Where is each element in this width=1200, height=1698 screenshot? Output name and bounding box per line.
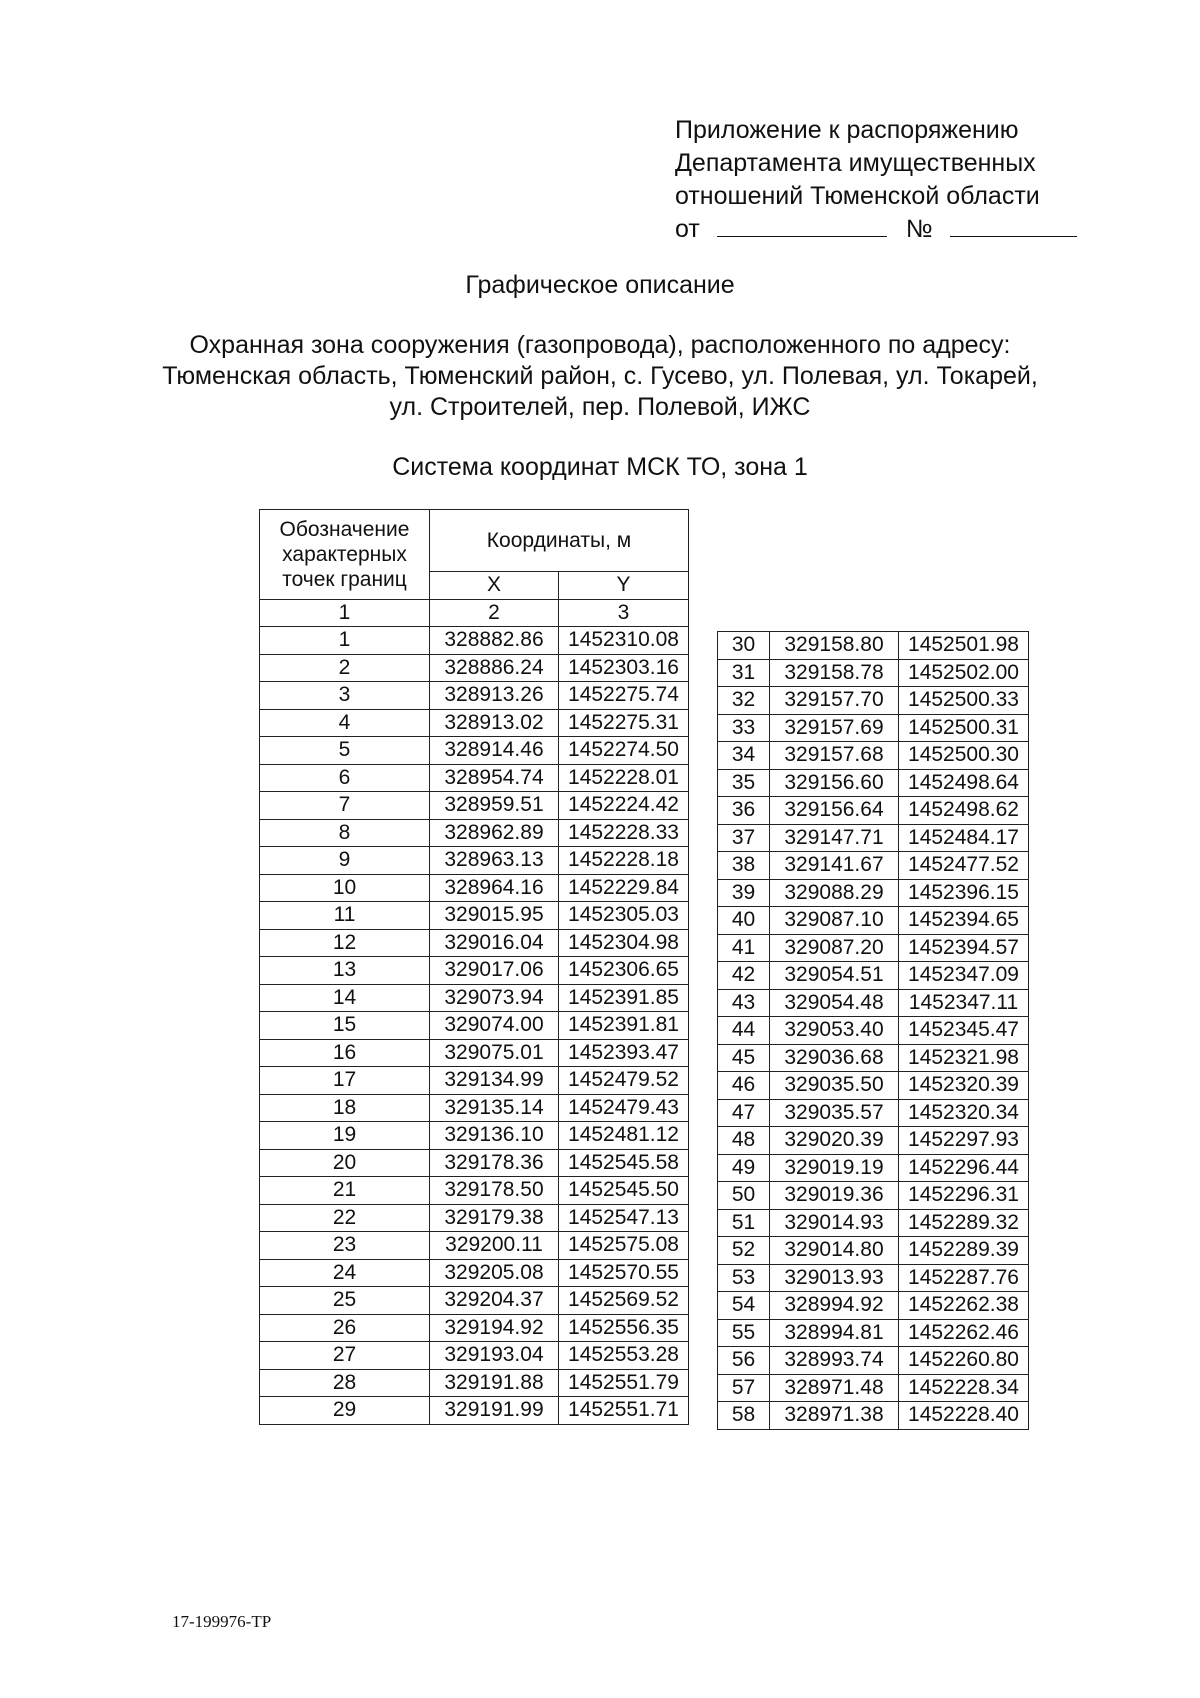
y-coordinate-cell: 1452228.33 — [559, 819, 689, 847]
y-coordinate-cell: 1452260.80 — [899, 1347, 1029, 1375]
point-number-cell: 26 — [260, 1314, 430, 1342]
y-coordinate-cell: 1452320.34 — [899, 1099, 1029, 1127]
point-number-cell: 4 — [260, 709, 430, 737]
point-number-cell: 38 — [718, 852, 770, 880]
x-coordinate-cell: 328914.46 — [430, 737, 559, 765]
x-coordinate-cell: 329019.36 — [770, 1182, 899, 1210]
x-coordinate-cell: 329156.64 — [770, 797, 899, 825]
x-coordinate-cell: 329073.94 — [430, 984, 559, 1012]
y-coordinate-cell: 1452274.50 — [559, 737, 689, 765]
table-row — [718, 714, 1029, 742]
table-row — [718, 1099, 1029, 1127]
point-number-cell: 32 — [718, 687, 770, 715]
table-row — [718, 1264, 1029, 1292]
x-coordinate-cell: 329194.92 — [430, 1314, 559, 1342]
x-coordinate-cell: 329205.08 — [430, 1259, 559, 1287]
y-coordinate-cell: 1452287.76 — [899, 1264, 1029, 1292]
y-coordinate-cell: 1452569.52 — [559, 1287, 689, 1315]
y-coordinate-cell: 1452347.09 — [899, 962, 1029, 990]
zone-description-line-3: ул. Строителей, пер. Полевой, ИЖС — [389, 393, 811, 421]
y-coordinate-cell: 1452304.98 — [559, 929, 689, 957]
y-coordinate-cell: 1452224.42 — [559, 792, 689, 820]
table-row — [260, 1287, 689, 1315]
point-number-cell: 30 — [718, 632, 770, 660]
table-row — [260, 1039, 689, 1067]
table-row — [718, 1017, 1029, 1045]
point-number-cell: 17 — [260, 1067, 430, 1095]
header-x: X — [430, 572, 559, 600]
x-coordinate-cell: 329147.71 — [770, 824, 899, 852]
point-number-cell: 3 — [260, 682, 430, 710]
table-row — [718, 907, 1029, 935]
table-row — [260, 764, 689, 792]
coordinates-table-left — [259, 509, 689, 1425]
y-coordinate-cell: 1452391.85 — [559, 984, 689, 1012]
point-number-cell: 29 — [260, 1397, 430, 1425]
x-coordinate-cell: 329075.01 — [430, 1039, 559, 1067]
x-coordinate-cell: 329141.67 — [770, 852, 899, 880]
approval-block — [675, 114, 1077, 246]
x-coordinate-cell: 328994.92 — [770, 1292, 899, 1320]
point-number-cell: 23 — [260, 1232, 430, 1260]
point-number-cell: 25 — [260, 1287, 430, 1315]
x-coordinate-cell: 329087.10 — [770, 907, 899, 935]
point-number-cell: 42 — [718, 962, 770, 990]
table-row — [718, 1347, 1029, 1375]
table-row — [260, 1232, 689, 1260]
x-coordinate-cell: 328959.51 — [430, 792, 559, 820]
table-row — [260, 847, 689, 875]
x-coordinate-cell: 328993.74 — [770, 1347, 899, 1375]
x-coordinate-cell: 329156.60 — [770, 769, 899, 797]
point-number-cell: 36 — [718, 797, 770, 825]
table-row — [260, 984, 689, 1012]
y-coordinate-cell: 1452305.03 — [559, 902, 689, 930]
approval-line-2: Департамента имущественных — [675, 149, 1036, 177]
x-coordinate-cell: 328962.89 — [430, 819, 559, 847]
document-title: Графическое описание — [465, 271, 735, 299]
x-coordinate-cell: 329013.93 — [770, 1264, 899, 1292]
y-coordinate-cell: 1452228.40 — [899, 1402, 1029, 1430]
y-coordinate-cell: 1452228.18 — [559, 847, 689, 875]
y-coordinate-cell: 1452289.32 — [899, 1209, 1029, 1237]
table-row — [718, 659, 1029, 687]
table-row — [260, 957, 689, 985]
y-coordinate-cell: 1452297.93 — [899, 1127, 1029, 1155]
point-number-cell: 22 — [260, 1204, 430, 1232]
y-coordinate-cell: 1452479.43 — [559, 1094, 689, 1122]
point-number-cell: 16 — [260, 1039, 430, 1067]
x-coordinate-cell: 329191.88 — [430, 1369, 559, 1397]
point-number-cell: 7 — [260, 792, 430, 820]
table-row — [260, 1122, 689, 1150]
table-row — [260, 737, 689, 765]
point-number-cell: 10 — [260, 874, 430, 902]
y-coordinate-cell: 1452345.47 — [899, 1017, 1029, 1045]
x-coordinate-cell: 329014.80 — [770, 1237, 899, 1265]
y-coordinate-cell: 1452347.11 — [899, 989, 1029, 1017]
table-row — [718, 797, 1029, 825]
x-coordinate-cell: 329035.57 — [770, 1099, 899, 1127]
x-coordinate-cell: 329157.69 — [770, 714, 899, 742]
document-code: 17-199976-ТР — [172, 1612, 272, 1631]
y-coordinate-cell: 1452501.98 — [899, 632, 1029, 660]
point-number-cell: 53 — [718, 1264, 770, 1292]
table-row — [260, 654, 689, 682]
table-row — [260, 929, 689, 957]
point-number-cell: 20 — [260, 1149, 430, 1177]
point-number-cell: 56 — [718, 1347, 770, 1375]
x-coordinate-cell: 329054.51 — [770, 962, 899, 990]
x-coordinate-cell: 329016.04 — [430, 929, 559, 957]
y-coordinate-cell: 1452500.31 — [899, 714, 1029, 742]
x-coordinate-cell: 329200.11 — [430, 1232, 559, 1260]
point-number-cell: 58 — [718, 1402, 770, 1430]
y-coordinate-cell: 1452393.47 — [559, 1039, 689, 1067]
x-coordinate-cell: 328971.38 — [770, 1402, 899, 1430]
point-number-cell: 51 — [718, 1209, 770, 1237]
point-number-cell: 31 — [718, 659, 770, 687]
y-coordinate-cell: 1452391.81 — [559, 1012, 689, 1040]
x-coordinate-cell: 328994.81 — [770, 1319, 899, 1347]
y-coordinate-cell: 1452321.98 — [899, 1044, 1029, 1072]
table-row — [718, 1072, 1029, 1100]
x-coordinate-cell: 329178.50 — [430, 1177, 559, 1205]
x-coordinate-cell: 329204.37 — [430, 1287, 559, 1315]
x-coordinate-cell: 328882.86 — [430, 627, 559, 655]
point-number-cell: 24 — [260, 1259, 430, 1287]
point-number-cell: 34 — [718, 742, 770, 770]
table-row — [260, 1397, 689, 1425]
x-coordinate-cell: 328971.48 — [770, 1374, 899, 1402]
point-number-cell: 19 — [260, 1122, 430, 1150]
coordinate-system: Система координат МСК ТО, зона 1 — [392, 453, 808, 481]
point-number-cell: 39 — [718, 879, 770, 907]
point-number-cell: 48 — [718, 1127, 770, 1155]
x-coordinate-cell: 329178.36 — [430, 1149, 559, 1177]
point-number-cell: 33 — [718, 714, 770, 742]
header-coordinates: Координаты, м — [430, 510, 689, 572]
x-coordinate-cell: 329158.80 — [770, 632, 899, 660]
y-coordinate-cell: 1452275.31 — [559, 709, 689, 737]
table-row — [718, 1402, 1029, 1430]
y-coordinate-cell: 1452228.34 — [899, 1374, 1029, 1402]
zone-description-line-2: Тюменская область, Тюменский район, с. Гусево, ул. Полевая, ул. Токарей, — [162, 362, 1038, 390]
approval-line-1: Приложение к распоряжению — [675, 116, 1019, 144]
x-coordinate-cell: 329179.38 — [430, 1204, 559, 1232]
table-row — [718, 879, 1029, 907]
x-coordinate-cell: 329158.78 — [770, 659, 899, 687]
point-number-cell: 1 — [260, 627, 430, 655]
header-col-3: 3 — [559, 599, 689, 627]
table-row — [718, 742, 1029, 770]
point-number-cell: 9 — [260, 847, 430, 875]
point-number-cell: 40 — [718, 907, 770, 935]
x-coordinate-cell: 328954.74 — [430, 764, 559, 792]
x-coordinate-cell: 329193.04 — [430, 1342, 559, 1370]
y-coordinate-cell: 1452551.79 — [559, 1369, 689, 1397]
y-coordinate-cell: 1452545.58 — [559, 1149, 689, 1177]
point-number-cell: 6 — [260, 764, 430, 792]
point-number-cell: 52 — [718, 1237, 770, 1265]
point-number-cell: 12 — [260, 929, 430, 957]
table-row — [260, 874, 689, 902]
y-coordinate-cell: 1452551.71 — [559, 1397, 689, 1425]
header-col-1: 1 — [260, 599, 430, 627]
point-number-cell: 21 — [260, 1177, 430, 1205]
x-coordinate-cell: 329019.19 — [770, 1154, 899, 1182]
table-row — [260, 1314, 689, 1342]
number-blank — [950, 214, 1077, 237]
date-blank — [717, 214, 887, 237]
coordinates-table-right — [717, 631, 1029, 1430]
x-coordinate-cell: 329020.39 — [770, 1127, 899, 1155]
y-coordinate-cell: 1452303.16 — [559, 654, 689, 682]
y-coordinate-cell: 1452275.74 — [559, 682, 689, 710]
y-coordinate-cell: 1452306.65 — [559, 957, 689, 985]
table-row — [718, 1237, 1029, 1265]
y-coordinate-cell: 1452394.57 — [899, 934, 1029, 962]
point-number-cell: 11 — [260, 902, 430, 930]
point-number-cell: 41 — [718, 934, 770, 962]
y-coordinate-cell: 1452289.39 — [899, 1237, 1029, 1265]
table-row — [718, 1127, 1029, 1155]
header-y: Y — [559, 572, 689, 600]
y-coordinate-cell: 1452228.01 — [559, 764, 689, 792]
y-coordinate-cell: 1452502.00 — [899, 659, 1029, 687]
table-row — [718, 1319, 1029, 1347]
x-coordinate-cell: 329015.95 — [430, 902, 559, 930]
point-number-cell: 37 — [718, 824, 770, 852]
y-coordinate-cell: 1452484.17 — [899, 824, 1029, 852]
y-coordinate-cell: 1452396.15 — [899, 879, 1029, 907]
point-number-cell: 54 — [718, 1292, 770, 1320]
table-row — [718, 1374, 1029, 1402]
y-coordinate-cell: 1452477.52 — [899, 852, 1029, 880]
y-coordinate-cell: 1452229.84 — [559, 874, 689, 902]
x-coordinate-cell: 328886.24 — [430, 654, 559, 682]
point-number-cell: 46 — [718, 1072, 770, 1100]
x-coordinate-cell: 329014.93 — [770, 1209, 899, 1237]
number-label: № — [905, 215, 933, 243]
x-coordinate-cell: 329157.70 — [770, 687, 899, 715]
approval-date-number-line — [675, 213, 1077, 246]
x-coordinate-cell: 329036.68 — [770, 1044, 899, 1072]
zone-description-line-1: Охранная зона сооружения (газопровода), расположенного по адресу: — [189, 331, 1011, 359]
x-coordinate-cell: 329087.20 — [770, 934, 899, 962]
point-number-cell: 45 — [718, 1044, 770, 1072]
table-row — [260, 1342, 689, 1370]
table-row — [260, 792, 689, 820]
table-row — [718, 1154, 1029, 1182]
y-coordinate-cell: 1452547.13 — [559, 1204, 689, 1232]
y-coordinate-cell: 1452575.08 — [559, 1232, 689, 1260]
y-coordinate-cell: 1452310.08 — [559, 627, 689, 655]
table-row — [260, 1067, 689, 1095]
point-number-cell: 8 — [260, 819, 430, 847]
table-row — [718, 852, 1029, 880]
y-coordinate-cell: 1452500.33 — [899, 687, 1029, 715]
table-row — [260, 1369, 689, 1397]
x-coordinate-cell: 329135.14 — [430, 1094, 559, 1122]
table-row — [260, 627, 689, 655]
table-row — [260, 682, 689, 710]
point-number-cell: 50 — [718, 1182, 770, 1210]
table-row — [718, 1182, 1029, 1210]
y-coordinate-cell: 1452296.44 — [899, 1154, 1029, 1182]
approval-line-3: отношений Тюменской области — [675, 182, 1040, 210]
x-coordinate-cell: 329053.40 — [770, 1017, 899, 1045]
table-row — [718, 989, 1029, 1017]
x-coordinate-cell: 328964.16 — [430, 874, 559, 902]
point-number-cell: 47 — [718, 1099, 770, 1127]
x-coordinate-cell: 329017.06 — [430, 957, 559, 985]
table-row — [718, 1044, 1029, 1072]
table-row — [718, 687, 1029, 715]
y-coordinate-cell: 1452262.38 — [899, 1292, 1029, 1320]
x-coordinate-cell: 328963.13 — [430, 847, 559, 875]
table-row — [718, 1209, 1029, 1237]
table-row — [260, 902, 689, 930]
table-row — [718, 962, 1029, 990]
table-row — [718, 632, 1029, 660]
table-row — [260, 1012, 689, 1040]
table-row — [718, 934, 1029, 962]
x-coordinate-cell: 328913.02 — [430, 709, 559, 737]
point-number-cell: 57 — [718, 1374, 770, 1402]
x-coordinate-cell: 329134.99 — [430, 1067, 559, 1095]
zone-description — [0, 330, 1200, 423]
y-coordinate-cell: 1452570.55 — [559, 1259, 689, 1287]
y-coordinate-cell: 1452296.31 — [899, 1182, 1029, 1210]
point-number-cell: 18 — [260, 1094, 430, 1122]
point-number-cell: 43 — [718, 989, 770, 1017]
table-row — [260, 819, 689, 847]
x-coordinate-cell: 329157.68 — [770, 742, 899, 770]
x-coordinate-cell: 329054.48 — [770, 989, 899, 1017]
y-coordinate-cell: 1452500.30 — [899, 742, 1029, 770]
table-row — [260, 709, 689, 737]
point-number-cell: 35 — [718, 769, 770, 797]
point-number-cell: 28 — [260, 1369, 430, 1397]
point-number-cell: 13 — [260, 957, 430, 985]
point-number-cell: 2 — [260, 654, 430, 682]
point-number-cell: 49 — [718, 1154, 770, 1182]
y-coordinate-cell: 1452394.65 — [899, 907, 1029, 935]
point-number-cell: 15 — [260, 1012, 430, 1040]
y-coordinate-cell: 1452498.64 — [899, 769, 1029, 797]
table-row — [260, 1204, 689, 1232]
x-coordinate-cell: 329088.29 — [770, 879, 899, 907]
header-col-2: 2 — [430, 599, 559, 627]
x-coordinate-cell: 328913.26 — [430, 682, 559, 710]
y-coordinate-cell: 1452545.50 — [559, 1177, 689, 1205]
point-number-cell: 44 — [718, 1017, 770, 1045]
table-row — [718, 824, 1029, 852]
point-number-cell: 27 — [260, 1342, 430, 1370]
point-number-cell: 5 — [260, 737, 430, 765]
table-row — [260, 1259, 689, 1287]
y-coordinate-cell: 1452262.46 — [899, 1319, 1029, 1347]
point-number-cell: 14 — [260, 984, 430, 1012]
table-row — [260, 1177, 689, 1205]
y-coordinate-cell: 1452556.35 — [559, 1314, 689, 1342]
y-coordinate-cell: 1452553.28 — [559, 1342, 689, 1370]
x-coordinate-cell: 329074.00 — [430, 1012, 559, 1040]
point-number-cell: 55 — [718, 1319, 770, 1347]
x-coordinate-cell: 329136.10 — [430, 1122, 559, 1150]
table-row — [718, 769, 1029, 797]
header-points: Обозначение характерных точек границ — [260, 510, 430, 600]
y-coordinate-cell: 1452320.39 — [899, 1072, 1029, 1100]
y-coordinate-cell: 1452479.52 — [559, 1067, 689, 1095]
table-row — [718, 1292, 1029, 1320]
table-row — [260, 1149, 689, 1177]
from-label: от — [675, 215, 700, 243]
y-coordinate-cell: 1452481.12 — [559, 1122, 689, 1150]
y-coordinate-cell: 1452498.62 — [899, 797, 1029, 825]
table-row — [260, 1094, 689, 1122]
x-coordinate-cell: 329035.50 — [770, 1072, 899, 1100]
x-coordinate-cell: 329191.99 — [430, 1397, 559, 1425]
